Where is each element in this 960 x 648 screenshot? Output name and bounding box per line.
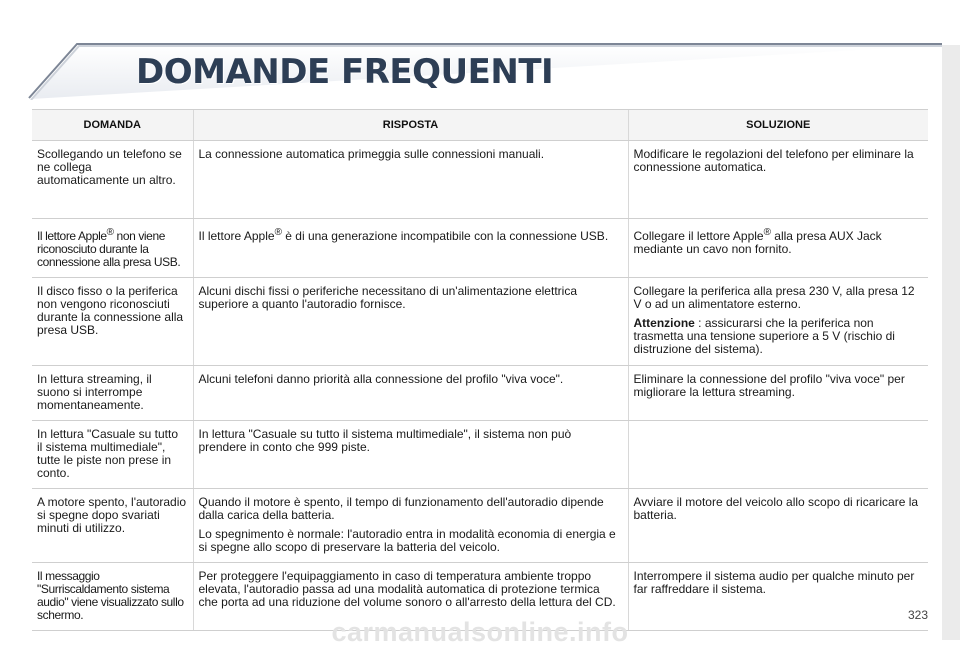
solution-text: Collegare il lettore Apple bbox=[633, 229, 764, 243]
page-edge-strip bbox=[942, 45, 960, 640]
answer-cell: In lettura "Casuale su tutto il sistema multimediale", il sistema non può prendere in conto che 999 piste. bbox=[193, 421, 628, 489]
solution-cell: Eliminare la connessione del profilo "viva voce" per migliorare la lettura streaming. bbox=[628, 366, 928, 421]
table-header-row bbox=[32, 110, 928, 141]
warning-note bbox=[634, 317, 923, 356]
solution-cell bbox=[628, 219, 928, 278]
question-cell bbox=[32, 219, 193, 278]
solution-cell: Modificare le regolazioni del telefono per eliminare la connessione automatica. bbox=[628, 141, 928, 219]
answer-cell: La connessione automatica primeggia sulle connessioni manuali. bbox=[193, 141, 628, 219]
question-text: non viene riconosciuto durante la connessione alla presa USB. bbox=[37, 229, 181, 269]
table-row bbox=[32, 278, 928, 366]
warning-label: Attenzione bbox=[633, 316, 695, 330]
registered-mark: ® bbox=[763, 227, 771, 238]
answer-cell bbox=[193, 489, 628, 563]
registered-mark: ® bbox=[274, 227, 282, 238]
faq-table bbox=[32, 109, 928, 631]
table-row bbox=[32, 489, 928, 563]
question-cell: A motore spento, l'autoradio si spegne dopo svariati minuti di utilizzo. bbox=[32, 489, 193, 563]
answer-cell bbox=[193, 219, 628, 278]
question-cell: Scollegando un telefono se ne collega automaticamente un altro. bbox=[32, 141, 193, 219]
answer-cell: Alcuni telefoni danno priorità alla connessione del profilo "viva voce". bbox=[193, 366, 628, 421]
answer-cell: Per proteggere l'equipaggiamento in caso di temperatura ambiente troppo elevata, l'autoradio passa ad una modalità automatica di protezione termica che porta ad una riduzione del volume sonoro o all'arresto della lettura del CD. bbox=[193, 563, 628, 631]
table-row bbox=[32, 421, 928, 489]
question-cell: Il messaggio "Surriscaldamento sistema audio" viene visualizzato sullo schermo. bbox=[32, 563, 193, 631]
table-row bbox=[32, 141, 928, 219]
table-row bbox=[32, 219, 928, 278]
solution-text: alla presa AUX Jack mediante un cavo non fornito. bbox=[633, 229, 882, 256]
column-header-question: DOMANDA bbox=[32, 110, 193, 141]
page-number: 323 bbox=[908, 608, 929, 622]
answer-text: Quando il motore è spento, il tempo di funzionamento dell'autoradio dipende dalla carica della batteria. bbox=[198, 495, 604, 522]
solution-text: Collegare la periferica alla presa 230 V, alla presa 12 V o ad un alimentatore esterno. bbox=[633, 284, 915, 311]
solution-cell bbox=[628, 278, 928, 366]
question-cell: In lettura streaming, il suono si interrompe momentaneamente. bbox=[32, 366, 193, 421]
watermark: carmanualsonline.info bbox=[331, 617, 629, 647]
answer-text: Lo spegnimento è normale: l'autoradio entra in modalità economia di energia e si spegne allo scopo di preservare la batteria del veicolo. bbox=[198, 527, 616, 554]
warning-text: : assicurarsi che la periferica non trasmetta una tensione superiore a 5 V (rischio di distruzione del sistema). bbox=[633, 316, 895, 356]
table-row bbox=[32, 366, 928, 421]
question-cell: Il disco fisso o la periferica non vengono riconosciuti durante la connessione alla presa USB. bbox=[32, 278, 193, 366]
column-header-solution: SOLUZIONE bbox=[628, 110, 928, 141]
solution-cell: Avviare il motore del veicolo allo scopo di ricaricare la batteria. bbox=[628, 489, 928, 563]
question-text: Il lettore Apple bbox=[37, 229, 107, 243]
answer-cell: Alcuni dischi fissi o periferiche necessitano di un'alimentazione elettrica superiore a quanto l'autoradio fornisce. bbox=[193, 278, 628, 366]
solution-cell bbox=[628, 421, 928, 489]
page-title: DOMANDE FREQUENTI bbox=[136, 52, 554, 92]
registered-mark: ® bbox=[106, 227, 114, 238]
answer-text: è di una generazione incompatibile con la connessione USB. bbox=[281, 229, 609, 243]
solution-cell: Interrompere il sistema audio per qualche minuto per far raffreddare il sistema. bbox=[628, 563, 928, 631]
answer-text: Il lettore Apple bbox=[198, 229, 275, 243]
question-cell: In lettura "Casuale su tutto il sistema multimediale", tutte le piste non prese in conto. bbox=[32, 421, 193, 489]
column-header-answer: RISPOSTA bbox=[193, 110, 628, 141]
